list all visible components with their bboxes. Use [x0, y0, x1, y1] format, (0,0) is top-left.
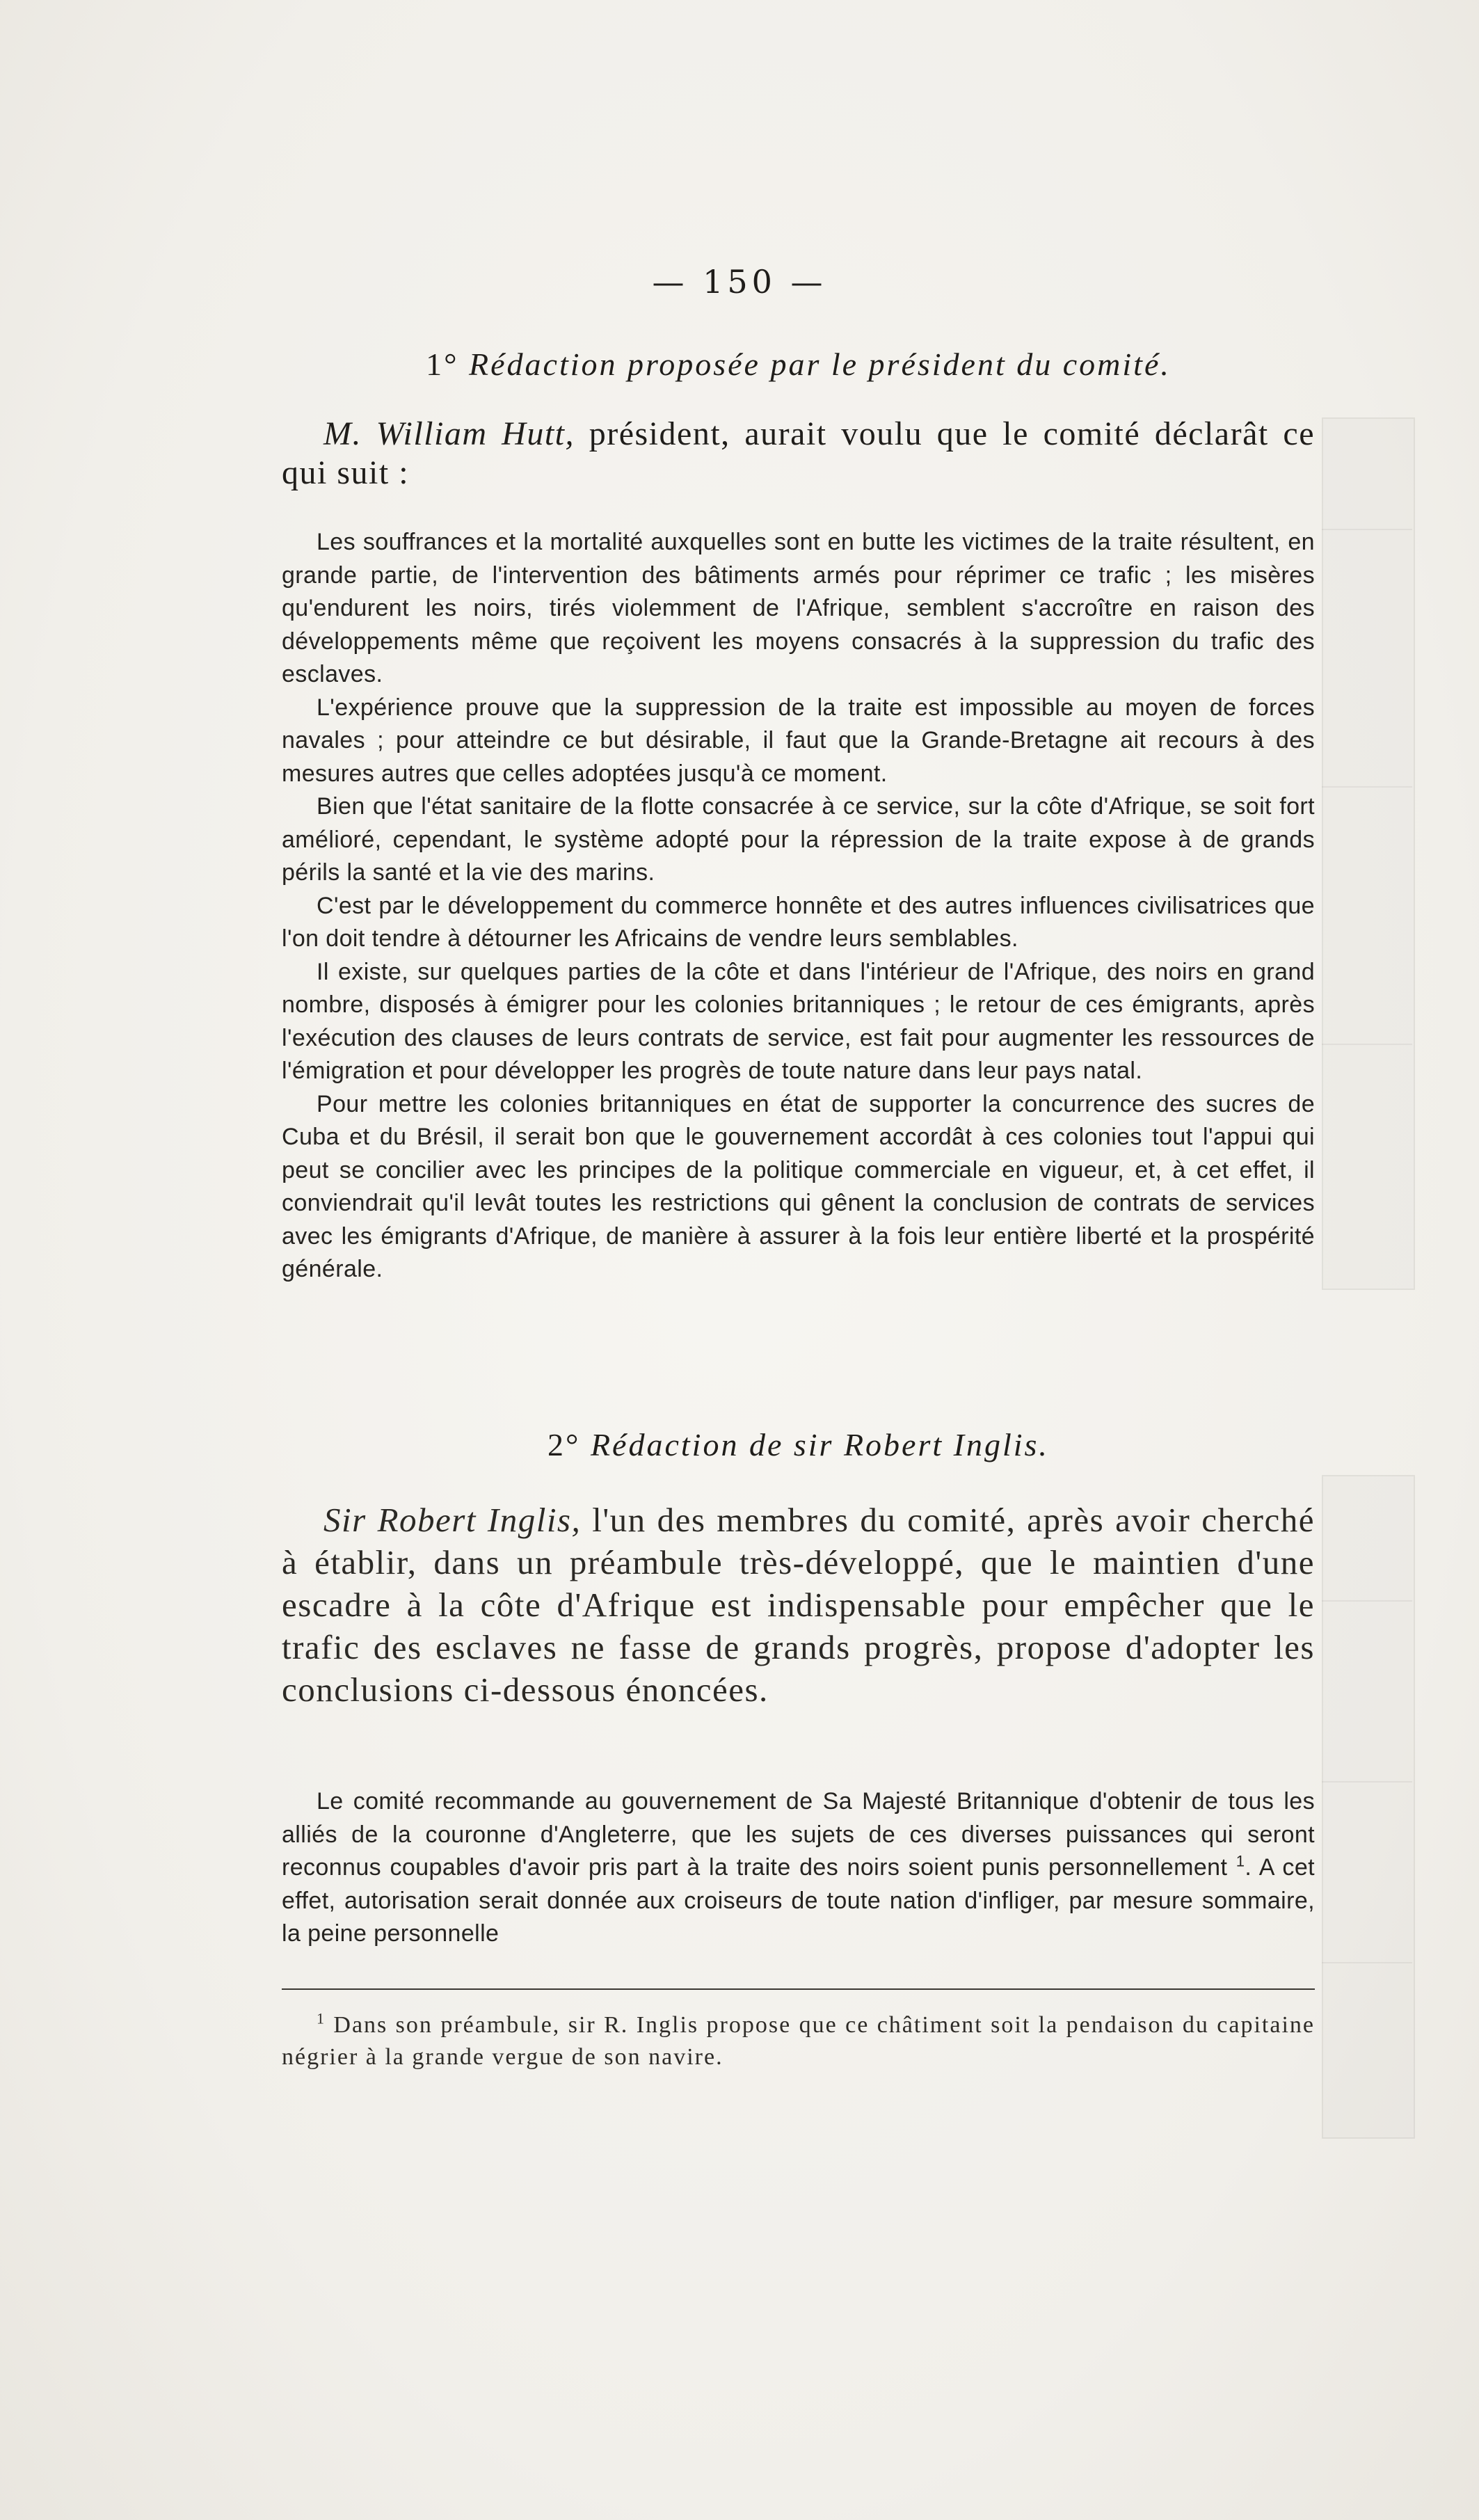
bleed-through-line — [1322, 529, 1412, 530]
resolution-text-hutt — [282, 526, 1315, 1286]
section-title: Rédaction de sir Robert Inglis. — [590, 1427, 1049, 1462]
intro-paragraph-inglis — [282, 1499, 1315, 1711]
paragraph: C'est par le développement du commerce honnête et des autres influences civilisatrices que l'on doit tendre à détourner les Africains de vendre leurs semblables. — [282, 892, 1315, 952]
section-number: 2° — [547, 1427, 581, 1462]
footnote-text: Dans son préambule, sir R. Inglis propose que ce châtiment soit la pendaison du capitaine négrier à la grande vergue de son navire. — [282, 2012, 1315, 2070]
paragraph-text: Le comité recommande au gouvernement de Sa Majesté Britannique d'obtenir de tous les alliés de la couronne d'Angleterre, que les sujets de ces diverses puissances qui seront reconnus coupables d'avoir pris part à la traite des noirs soient punis personnellement — [282, 1788, 1315, 1881]
bleed-through-line — [1322, 1781, 1412, 1783]
footnote-reference: 1 — [1236, 1852, 1245, 1870]
speaker-name: M. William Hutt, — [323, 415, 575, 452]
resolution-text-inglis — [282, 1785, 1315, 1951]
section-number: 1° — [426, 346, 459, 382]
paragraph-text: . A cet effet, autorisation serait donnée aux croiseurs de toute nation d'infliger, par mesure sommaire, la peine personnelle — [282, 1854, 1315, 1947]
bleed-through-line — [1322, 1962, 1412, 1963]
bleed-through-block — [1322, 417, 1415, 1290]
speaker-name: Sir Robert Inglis, — [323, 1501, 582, 1539]
section-title: Rédaction proposée par le président du comité. — [469, 346, 1171, 382]
paragraph: Il existe, sur quelques parties de la côte et dans l'intérieur de l'Afrique, des noirs en grand nombre, disposés à émigrer pour les colonies britanniques ; le retour de ces émigrants, après l'exécution des clauses de leurs contrats de service, est fait pour augmenter les ressources de l'émigration et pour développer les progrès de toute nature dans leur pays natal. — [282, 958, 1315, 1084]
bleed-through-block — [1322, 1475, 1415, 2139]
section-heading-2 — [282, 1426, 1315, 1463]
paragraph — [282, 1785, 1315, 1951]
footnote — [282, 2009, 1315, 2073]
paragraph: Bien que l'état sanitaire de la flotte consacrée à ce service, sur la côte d'Afrique, se soit fort amélioré, cependant, le système adopté pour la répression de la traite expose à de grands périls la santé et la vie des marins. — [282, 793, 1315, 886]
footnote-mark: 1 — [317, 2009, 326, 2027]
bleed-through-line — [1322, 1600, 1412, 1602]
bleed-through-line — [1322, 786, 1412, 788]
paragraph: Pour mettre les colonies britanniques en état de supporter la concurrence des sucres de Cuba et du Brésil, il serait bon que le gouvernement accordât à ces colonies tout l'appui qui peut se concilier avec les principes de la politique commerciale en vigueur, et, à cet effet, il conviendrait qu'il levât toutes les restrictions qui gênent la conclusion de contrats de services avec les émigrants d'Afrique, de manière à assurer à la fois leur entière liberté et la prospérité générale. — [282, 1090, 1315, 1282]
paragraph: L'expérience prouve que la suppression de la traite est impossible au moyen de forces navales ; pour atteindre ce but désirable, il faut que la Grande-Bretagne ait recours à des mesures autres que celles adoptées jusqu'à ce moment. — [282, 694, 1315, 787]
intro-paragraph-hutt — [282, 415, 1315, 493]
section-heading-1 — [282, 346, 1315, 383]
intro-text: l'un des membres du comité, après avoir cherché à établir, dans un préambule très-développé, que le maintien d'une escadre à la côte d'Afrique est indispensable pour empêcher que le trafic des esclaves ne fasse de grands progrès, propose d'adopter les conclusions ci-dessous énoncées. — [282, 1501, 1316, 1709]
paragraph: Les souffrances et la mortalité auxquelles sont en butte les victimes de la traite résultent, en grande partie, de l'intervention des bâtiments armés pour réprimer ce trafic ; les misères qu'endurent les noirs, tirés violemment de l'Afrique, semblent s'accroître en raison des développements même que reçoivent les moyens consacrés à la suppression du trafic des esclaves. — [282, 529, 1315, 687]
page-number: — 150 — — [652, 263, 827, 301]
intro-text: président, aurait voulu que le comité déclarât ce qui suit : — [282, 415, 1316, 491]
bleed-through-line — [1322, 1044, 1412, 1045]
footnote-divider — [282, 1988, 1315, 1990]
